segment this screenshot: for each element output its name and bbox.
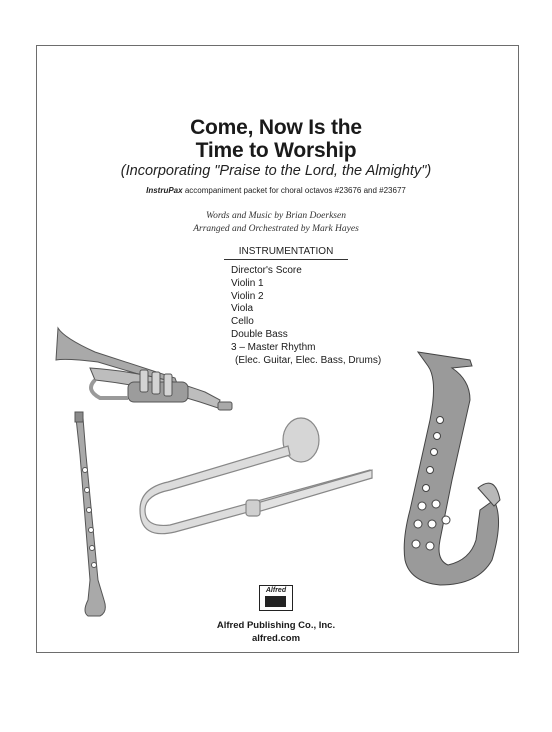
title-line-1: Come, Now Is the [190,116,362,139]
credit-music: Words and Music by Brian Doerksen [206,211,346,221]
subtitle: (Incorporating "Praise to the Lord, the Almighty") [120,163,432,179]
trumpet-illustration [56,328,232,410]
trombone-illustration [140,418,372,534]
clarinet-illustration [75,412,105,616]
saxophone-illustration [404,352,500,585]
title-line-2: Time to Worship [195,139,357,162]
instrument-item: Viola [231,303,254,315]
instrument-item: 3 – Master Rhythm [231,341,316,353]
alfred-logo-text: Alfred [265,587,287,594]
publisher-name: Alfred Publishing Co., Inc. [216,620,336,631]
packet-text: accompaniment packet for choral octavos #23676 and #23677 [182,186,406,195]
instrumentation-heading: INSTRUMENTATION [224,246,348,260]
credit-arranger: Arranged and Orchestrated by Mark Hayes [193,224,359,234]
publisher-website[interactable]: alfred.com [251,633,301,644]
instrument-item: (Elec. Guitar, Elec. Bass, Drums) [235,354,382,366]
alfred-logo [259,585,293,611]
instrument-item: Violin 2 [231,290,264,302]
packet-brand: InstruPax [146,186,183,195]
instrument-item: Double Bass [231,328,288,340]
instrument-item: Violin 1 [231,277,264,289]
instrument-item: Director's Score [231,265,302,276]
alfred-logo-mark [265,596,286,607]
instrument-item: Cello [231,316,254,328]
